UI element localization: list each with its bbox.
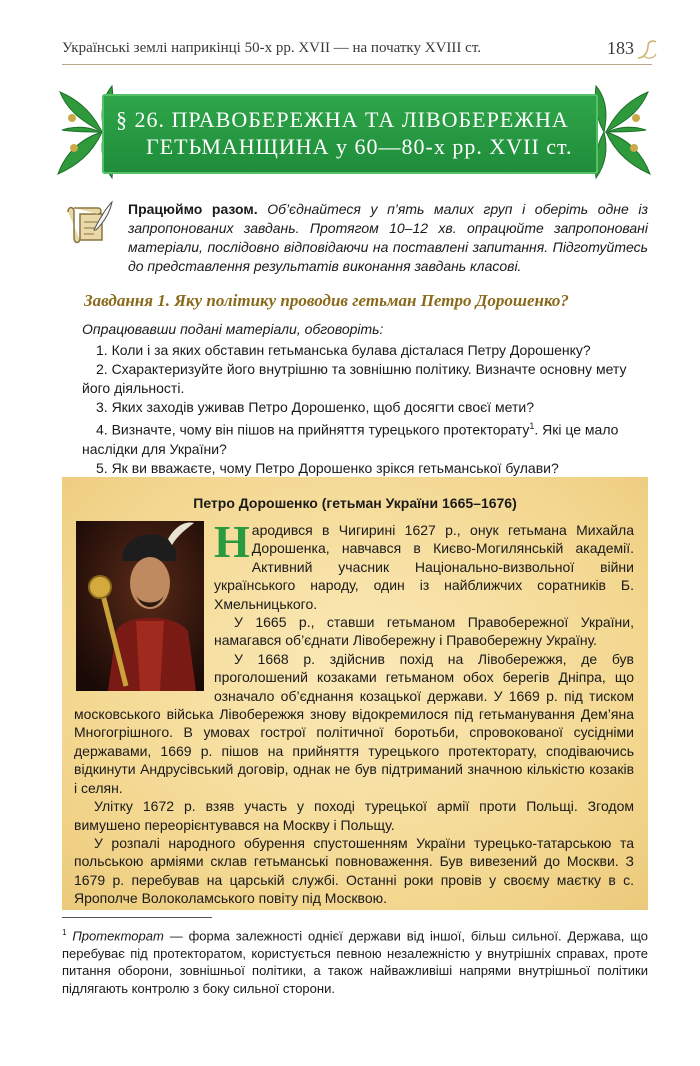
footnote-text: — форма залежності однієї держави від іншої, більш сильної. Держава, що перебуває під протекторатом, користується певною незалежністю у внутрішніх справах, проте питання оборони, зовнішньої політики, а також найважливіші напрями внутрішньої політики підлягають контролю з боку сильної сторони. (62, 928, 648, 996)
bio-paragraph-1-text: ародився в Чигирині 1627 р., онук гетьмана Михайла Дорошенка, навчався в Києво-Могилянській академії. Активний учасник Національно-визвольної війни українського народу, один із найближчих соратників Б. Хмельницького. (214, 522, 634, 612)
oak-leaf-ornament-right-icon (592, 82, 654, 182)
question-1: 1. Коли і за яких обставин гетьманська булава дісталася Петру Дорошенку? (96, 342, 591, 358)
footnote-ref: 1 (529, 421, 535, 431)
footnote (62, 924, 648, 997)
drop-cap: Н (214, 516, 250, 567)
task-questions (82, 320, 648, 478)
question-3: 3. Яких заходів уживав Петро Дорошенко, щоб досягти своєї мети? (96, 399, 535, 415)
question-4-part1: 4. Визначте, чому він пішов на прийняття турецького протекторату (96, 421, 530, 438)
footnote-divider (62, 917, 212, 918)
bio-paragraph-2: У 1665 р., ставши гетьманом Правобережної України, намагався об’єднати Лівобережну і Правобережну Україну. (214, 614, 634, 649)
footnote-marker: 1 (62, 928, 67, 937)
biography-box (62, 477, 648, 910)
running-title: Українські землі наприкінці 50-х рр. XVII — на початку XVIII ст. (62, 40, 481, 56)
biography-title: Петро Дорошенко (гетьман України 1665–1676) (193, 495, 517, 511)
running-header (62, 40, 652, 65)
footnote-term: Протекторат (72, 928, 164, 944)
page-number: 183 (607, 38, 634, 58)
question-5: 5. Як ви вважаєте, чому Петро Дорошенко зрікся гетьманської булави? (96, 459, 559, 476)
biography-text (74, 516, 634, 908)
section-title-line1: ПРАВОБЕРЕЖНА ТА ЛІВОБЕРЕЖНА (171, 107, 569, 132)
scroll-and-quill-icon (64, 200, 114, 246)
task-heading-text: Завдання 1. Яку політику проводив гетьман Петро Дорошенко? (84, 291, 569, 310)
section-title (116, 106, 588, 160)
section-number: § 26. (116, 107, 165, 132)
question-4 (82, 417, 648, 459)
bio-paragraph-4: Улітку 1672 р. взяв участь у поході турецької армії проти Польщі. Згодом вимушено переорієнтувався на Москву і Польщу. (74, 798, 634, 833)
corner-flourish-icon (636, 38, 658, 62)
portrait-spacer (74, 521, 214, 693)
question-2: 2. Схарактеризуйте його внутрішню та зовнішню політику. Визначте основну мету його діяльності. (82, 361, 627, 396)
section-title-banner (102, 94, 598, 174)
question-4-part2: . Які це мало наслідки для України? (82, 421, 619, 457)
intro-instruction-text: Об’єднайтеся у п’ять малих груп і оберіть одне із запропонованих завдань. Протягом 10–12 хв. опрацюйте запропоновані матеріали, послідовно відповідаючи на поставлені запитання. Підготуйтесь до представлення результатів виконання завдань класові. (128, 201, 649, 274)
task-heading (84, 291, 569, 311)
bio-paragraph-3: У 1668 р. здійснив похід на Лівобережжя, де був проголошений козаками гетьманом обох берегів Дніпра, що означало об’єднання козацької держави. У 1669 р. під тиском московського війська Лівобережжя знову відокремилося під гетьманування Дем’яна Многогрішного. В умовах гострої політичної боротьби, спровокованої сусідніми державами, 1669 р. пішов на прийняття турецького протекторату, сподіваючись відкинути Андрусівський договір, однак не був підтриманий значною кількістю козаків і селян. (74, 650, 634, 796)
group-work-instruction (128, 200, 648, 276)
task-lead: Опрацювавши подані матеріали, обговоріть: (82, 321, 384, 337)
intro-bold-lead: Працюймо разом. (128, 201, 258, 217)
bio-paragraph-5: У розпалі народного обурення спустошенням України турецько-татарською та польською арміями склав гетьманські повноваження. Був вивезений до Москви. З 1679 р. перебував на царській службі. Останні роки провів у своєму маєтку в с. Ярополче Волоколамського повіту під Москвою. (74, 834, 634, 907)
section-title-line2: ГЕТЬМАНЩИНА у 60—80-х рр. XVII ст. (146, 134, 573, 159)
